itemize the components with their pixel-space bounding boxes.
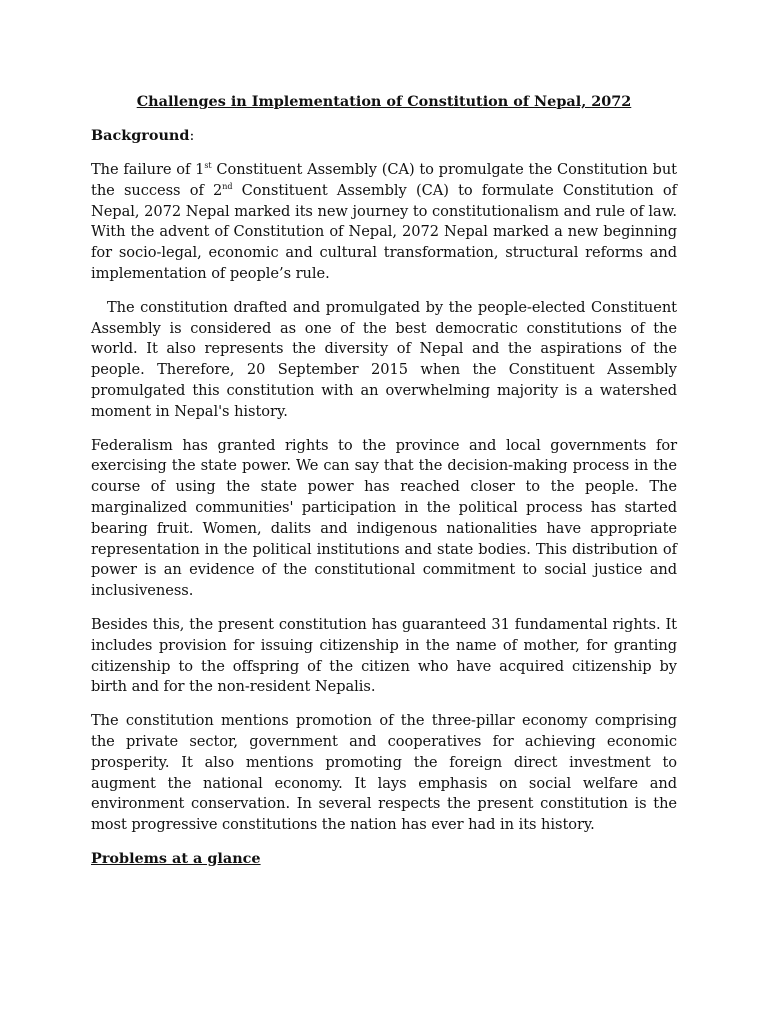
paragraph-4: Besides this, the present constitution has guaranteed 31 fundamental rights. It includes provision for issuing citizenship in the name of mother, for granting citizenship to the offspring of the citizen who have acquired citizenship by birth and for the non-resident Nepalis. (91, 615, 677, 696)
paragraph-3: Federalism has granted rights to the province and local governments for exercising the state power. We can say that the decision-making process in the course of using the state power has reached closer to the people. The marginalized communities' participation in the political process has started bearing fruit. Women, dalits and indigenous nationalities have appropriate representation in the political institutions and state bodies. This distribution of power is an evidence of the constitutional commitment to social justice and inclusiveness. (91, 436, 677, 600)
problems-heading (91, 849, 677, 869)
paragraph-1 (91, 160, 677, 285)
background-label: Background (91, 127, 190, 144)
background-heading (91, 126, 677, 146)
para1-text-1: The failure of 1 (91, 161, 205, 178)
paragraph-2: The constitution drafted and promulgated by the people-elected Constituent Assembly is considered as one of the best democratic constitutions of the world. It also represents the diversity of Nepal and the aspirations of the people. Therefore, 20 September 2015 when the Constituent Assembly promulgated this constitution with an overwhelming majority is a watershed moment in Nepal's history. (91, 298, 677, 420)
document-page (91, 92, 677, 883)
para1-text-2: Constituent Assembly (CA) to promulgate the Constitution but the success of 2 (91, 161, 677, 199)
para1-text-3: Constituent Assembly (CA) to formulate Constitution of Nepal, 2072 Nepal marked its new journey to constitutionalism and rule of law. With the advent of Constitution of Nepal, 2072 Nepal marked a new beginning for socio-legal, economic and cultural transformation, structural reforms and implementation of people’s rule. (91, 181, 677, 282)
paragraph-5: The constitution mentions promotion of the three-pillar economy comprising the private sector, government and cooperatives for achieving economic prosperity. It also mentions promoting the foreign direct investment to augment the national economy. It lays emphasis on social welfare and environment conservation. In several respects the present constitution is the most progressive constitutions the nation has ever had in its history. (91, 712, 677, 834)
background-colon: : (189, 128, 195, 144)
problems-heading-text: Problems at a glance (91, 849, 261, 867)
superscript-st: st (204, 161, 212, 170)
superscript-nd: nd (222, 181, 233, 191)
document-title: Challenges in Implementation of Constitution of Nepal, 2072 (136, 93, 632, 110)
